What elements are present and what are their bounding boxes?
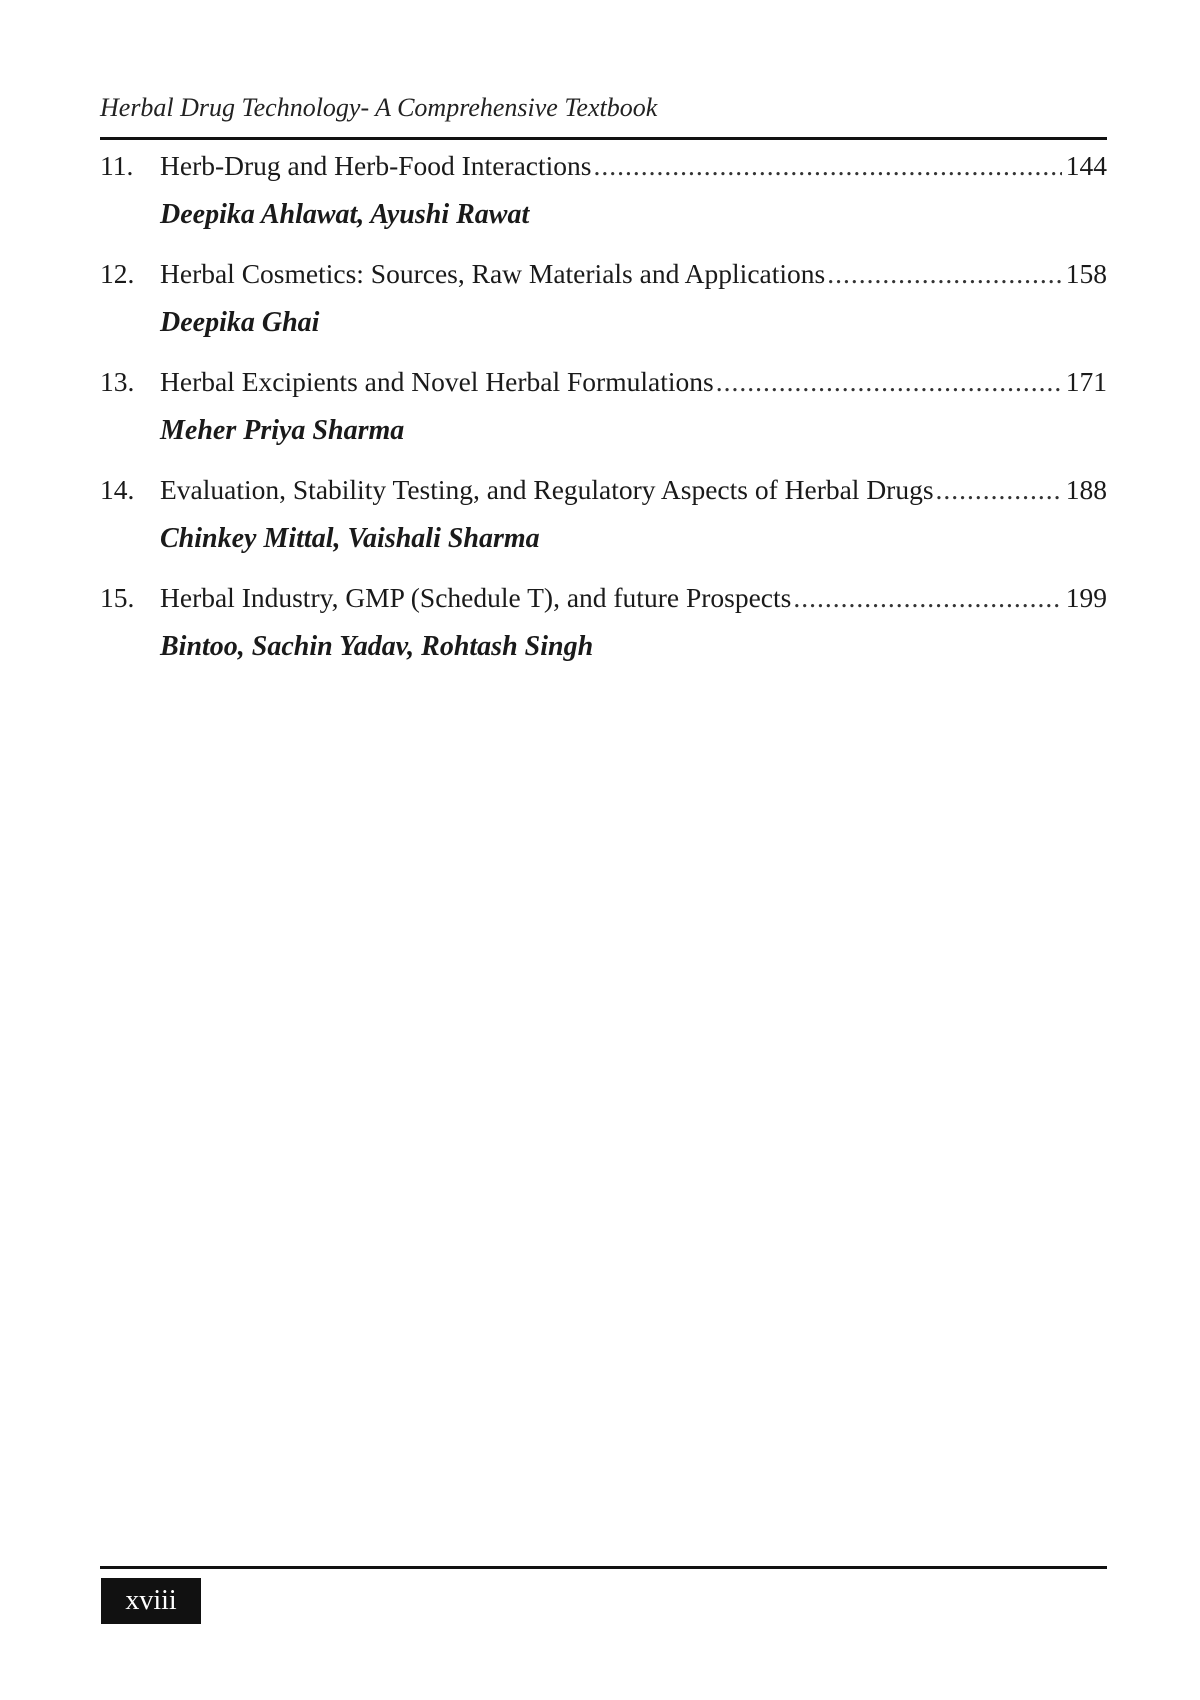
dot-leader — [716, 366, 1062, 398]
chapter-number: 12. — [100, 258, 135, 289]
table-of-contents — [100, 150, 1107, 690]
toc-entry-line[interactable] — [100, 258, 1107, 298]
chapter-number: 11. — [100, 150, 134, 181]
chapter-authors: Chinkey Mittal, Vaishali Sharma — [160, 523, 540, 554]
dot-leader — [793, 582, 1061, 614]
chapter-number: 15. — [100, 582, 135, 613]
chapter-number: 14. — [100, 474, 135, 505]
chapter-title: Herbal Cosmetics: Sources, Raw Materials and Applications — [160, 258, 826, 289]
dot-leader — [827, 258, 1062, 290]
chapter-title: Evaluation, Stability Testing, and Regulatory Aspects of Herbal Drugs — [160, 474, 934, 505]
chapter-authors: Bintoo, Sachin Yadav, Rohtash Singh — [160, 631, 594, 662]
toc-entry-12 — [100, 258, 1107, 366]
dot-leader — [936, 474, 1062, 506]
chapter-title: Herbal Excipients and Novel Herbal Formulations — [160, 366, 714, 397]
running-header-title: Herbal Drug Technology- A Comprehensive Textbook — [100, 93, 658, 122]
header-rule — [100, 137, 1107, 140]
toc-entry-line[interactable] — [100, 366, 1107, 406]
toc-entry-15 — [100, 582, 1107, 690]
toc-entry-line[interactable] — [100, 474, 1107, 514]
dot-leader — [593, 150, 1061, 182]
chapter-page-number: 188 — [1065, 474, 1107, 505]
toc-entry-14 — [100, 474, 1107, 582]
toc-entry-11 — [100, 150, 1107, 258]
page-number: xviii — [101, 1578, 201, 1624]
chapter-page-number: 144 — [1065, 150, 1107, 181]
toc-entry-line[interactable] — [100, 582, 1107, 622]
toc-entry-13 — [100, 366, 1107, 474]
chapter-title: Herb-Drug and Herb-Food Interactions — [160, 150, 592, 181]
chapter-title: Herbal Industry, GMP (Schedule T), and future Prospects — [160, 582, 792, 613]
chapter-authors: Deepika Ghai — [160, 307, 320, 338]
footer-rule — [100, 1566, 1107, 1569]
chapter-authors: Meher Priya Sharma — [160, 415, 405, 446]
toc-entry-line[interactable] — [100, 150, 1107, 190]
chapter-authors: Deepika Ahlawat, Ayushi Rawat — [160, 199, 530, 230]
chapter-page-number: 171 — [1065, 366, 1107, 397]
chapter-number: 13. — [100, 366, 135, 397]
chapter-page-number: 158 — [1065, 258, 1107, 289]
chapter-page-number: 199 — [1065, 582, 1107, 613]
